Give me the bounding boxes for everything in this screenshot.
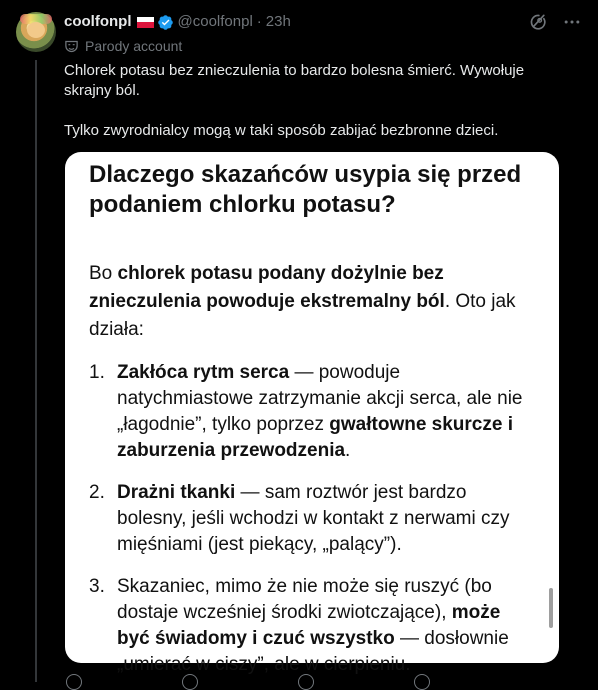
image-scrollbar: [549, 588, 553, 628]
parody-label-text: Parody account: [85, 38, 183, 54]
post-text: [64, 61, 574, 141]
reply-icon[interactable]: [66, 674, 82, 690]
repost-icon[interactable]: [182, 674, 198, 690]
parody-mask-icon: [64, 39, 79, 54]
list-item-bold-2: gwałtowne skurcze i zaburzenia przewodzenia: [117, 414, 514, 461]
post-header: [64, 12, 291, 32]
list-number: 2.: [89, 482, 105, 503]
image-intro: [89, 260, 535, 344]
timestamp[interactable]: 23h: [265, 13, 291, 30]
handle[interactable]: @coolfonpl: [177, 13, 253, 30]
display-name[interactable]: coolfonpl: [64, 13, 132, 30]
image-list: [89, 360, 535, 678]
list-item-text-2: — dosłownie „umierać w ciszy”, ale w cierpieniu.: [117, 628, 509, 675]
intro-post: . Oto jak działa:: [89, 291, 516, 340]
top-actions: [528, 12, 582, 32]
list-item-bold-2: może być świadomy i czuć wszystko: [117, 602, 501, 649]
attached-image[interactable]: [65, 152, 559, 675]
intro-bold: chlorek potasu podany dożylnie bez znieczulenia powoduje ekstremalny ból: [89, 263, 445, 312]
avatar[interactable]: [16, 12, 56, 52]
list-item-text-2: .: [345, 440, 351, 461]
views-icon[interactable]: [414, 674, 430, 690]
image-title: Dlaczego skazańców usypia się przed podaniem chlorku potasu?: [89, 161, 522, 218]
avatar-face: [27, 22, 45, 38]
thread-line: [35, 60, 37, 682]
like-icon[interactable]: [298, 674, 314, 690]
verified-badge-icon: [157, 14, 174, 31]
list-item-text: Skazaniec, mimo że nie może się ruszyć (bo dostaje wcześniej środki zwiotczające),: [117, 576, 492, 623]
action-bar: [64, 674, 574, 682]
list-number: 3.: [89, 576, 105, 597]
list-item: [89, 360, 535, 464]
intro-pre: Bo: [89, 263, 118, 284]
more-options-icon[interactable]: [562, 12, 582, 32]
list-item-text: — sam roztwór jest bardzo bolesny, jeśli wchodzi w kontakt z nerwami czy mięśniami (jest piekący, „palący”).: [117, 482, 510, 555]
list-item-bold: Drażni tkanki: [117, 482, 236, 503]
list-number: 1.: [89, 362, 105, 383]
list-item: [89, 480, 535, 558]
parody-label: [64, 36, 182, 56]
list-item-bold: Zakłóca rytm serca: [117, 362, 290, 383]
list-item: [89, 574, 535, 678]
poland-flag-icon: [137, 17, 154, 28]
post-text-paragraph-2: Tylko zwyrodnialcy mogą w taki sposób zabijać bezbronne dzieci.: [64, 122, 499, 139]
list-item-text: — powoduje natychmiastowe zatrzymanie akcji serca, ale nie „łagodnie”, tylko poprzez: [117, 362, 523, 435]
grok-icon[interactable]: [528, 12, 548, 32]
post-text-paragraph-1: Chlorek potasu bez znieczulenia to bardzo bolesna śmierć. Wywołuje skrajny ból.: [64, 62, 525, 99]
separator-dot: ·: [256, 13, 262, 30]
